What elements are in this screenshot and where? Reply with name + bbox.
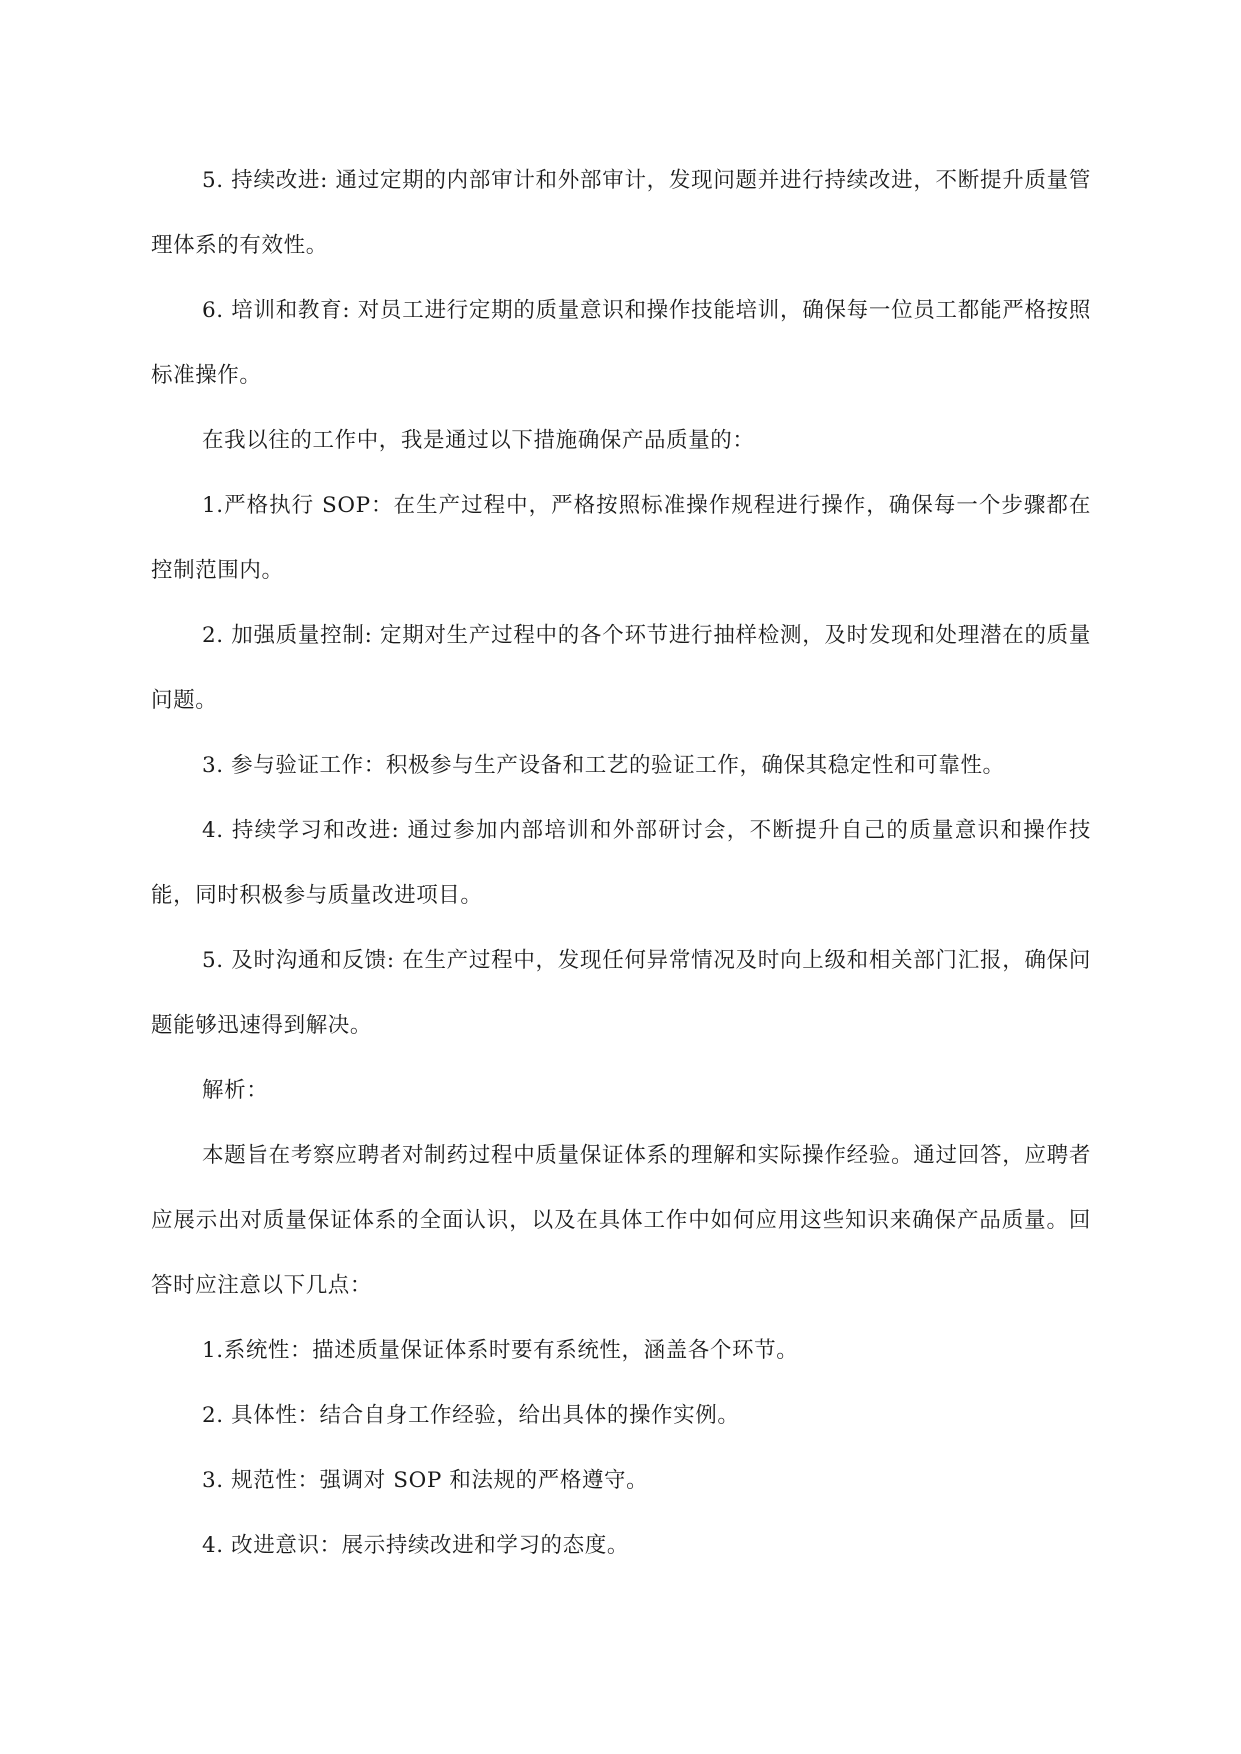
paragraph-point-improvement: 4. 改进意识：展示持续改进和学习的态度。 — [202, 1533, 629, 1558]
paragraph-training-education: 6. 培训和教育: 对员工进行定期的质量意识和操作技能培训，确保每一位员工都能严格按照标准操作。 — [151, 298, 1091, 388]
paragraph-point-systematic: 1.系统性：描述质量保证体系时要有系统性，涵盖各个环节。 — [202, 1338, 799, 1363]
paragraph-measure-learning: 4. 持续学习和改进: 通过参加内部培训和外部研讨会，不断提升自己的质量意识和操作技能，同时积极参与质量改进项目。 — [151, 818, 1091, 908]
paragraph-analysis-heading: 解析： — [202, 1078, 269, 1103]
paragraph-measures-intro: 在我以往的工作中，我是通过以下措施确保产品质量的： — [202, 428, 755, 453]
paragraph-measure-validation: 3. 参与验证工作：积极参与生产设备和工艺的验证工作，确保其稳定性和可靠性。 — [202, 753, 1005, 778]
paragraph-continuous-improvement: 5. 持续改进: 通过定期的内部审计和外部审计，发现问题并进行持续改进，不断提升质量管理体系的有效性。 — [151, 168, 1091, 258]
paragraph-measure-quality-control: 2. 加强质量控制: 定期对生产过程中的各个环节进行抽样检测，及时发现和处理潜在的质量问题。 — [151, 623, 1091, 713]
paragraph-point-compliance: 3. 规范性：强调对 SOP 和法规的严格遵守。 — [202, 1468, 649, 1493]
paragraph-measure-communication: 5. 及时沟通和反馈: 在生产过程中，发现任何异常情况及时向上级和相关部门汇报，确保问题能够迅速得到解决。 — [151, 948, 1091, 1038]
paragraph-analysis-body: 本题旨在考察应聘者对制药过程中质量保证体系的理解和实际操作经验。通过回答，应聘者应展示出对质量保证体系的全面认识，以及在具体工作中如何应用这些知识来确保产品质量。回答时应注意以下几点： — [151, 1143, 1091, 1298]
paragraph-point-specific: 2. 具体性：结合自身工作经验，给出具体的操作实例。 — [202, 1403, 740, 1428]
document-body — [151, 148, 1091, 1578]
paragraph-measure-sop: 1.严格执行 SOP：在生产过程中，严格按照标准操作规程进行操作，确保每一个步骤都在控制范围内。 — [151, 493, 1091, 583]
